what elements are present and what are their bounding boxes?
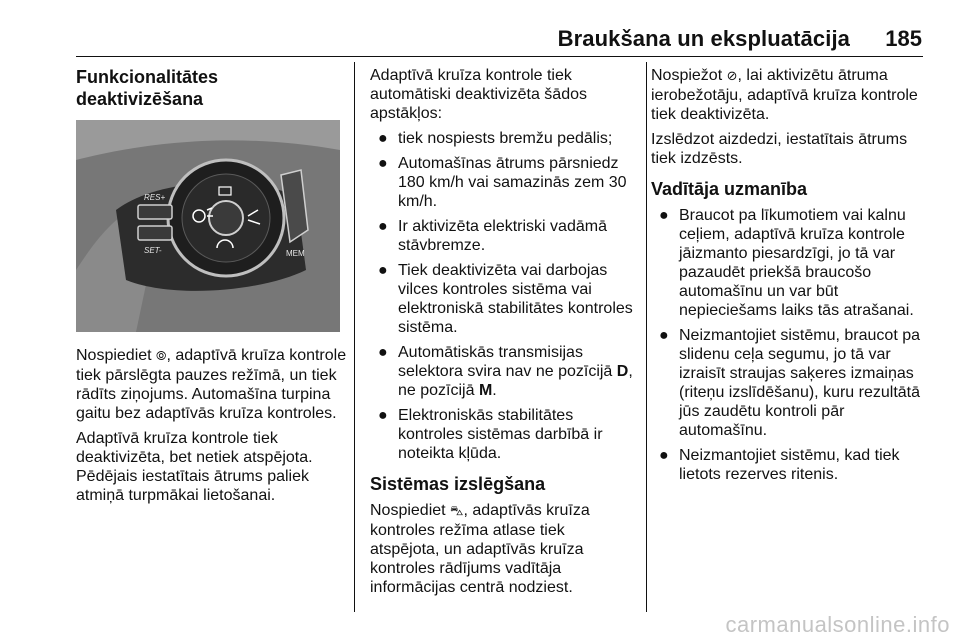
page-number: 185: [885, 26, 922, 51]
list-item: ● Elektroniskās stabilitātes kontroles sistēmas darbībā ir noteikta kļūda.: [378, 407, 603, 462]
header-rule: [76, 56, 923, 57]
column-3: [651, 62, 928, 490]
list-item: ● Ir aktivizēta elektriski vadāmā stāvbremze.: [378, 218, 607, 254]
mem-label: MEM: [286, 249, 305, 258]
driver-attention-list: [651, 206, 928, 484]
watermark-text: carmanualsonline.info: [725, 612, 950, 637]
list-item: ● Automašīnas ātrums pārsniedz 180 km/h vai samazinās zem 30 km/h.: [378, 155, 627, 210]
auto-deactivation-list: [370, 129, 636, 463]
cruise-speedometer-icon: ⊘: [726, 69, 738, 84]
section-heading-shutdown: Sistēmas izslēgšana: [370, 474, 546, 494]
page-header: [0, 0, 960, 62]
section-heading-driver-attention: Vadītāja uzmanība: [651, 179, 808, 199]
steering-wheel-controls-illustration: [76, 120, 340, 332]
column-divider: [354, 62, 355, 612]
column-divider: [646, 62, 647, 612]
list-item: ● Neizmantojiet sistēmu, kad tiek lietots rezerves ritenis.: [659, 447, 900, 483]
column-1: [76, 62, 348, 511]
list-item: ● Tiek deaktivizēta vai darbojas vilces kontroles sistēma vai elektroniskā stabilitātes kontroles sistēma.: [378, 262, 633, 336]
list-item: ● Neizmantojiet sistēmu, braucot pa slidenu ceļa segumu, jo tā var izraisīt straujas saķeres izmaiņas (riteņu izslīdēšanu), kuru rezultātā jūs zaudētu kontroli pār automašīnu.: [659, 327, 920, 439]
paragraph-shutdown: Nospiediet ⛍, adaptīvās kruīza kontroles režīma atlase tiek atspējota, un adaptīvās kruīza kontroles rādījums vadītāja informācijas centrā nodziest.: [370, 502, 590, 596]
list-item: ● tiek nospiests bremžu pedālis;: [378, 130, 613, 147]
page-header-title: Braukšana un ekspluatācija: [557, 26, 850, 51]
list-item: ● Automātiskās transmisijas selektora svira nav ne pozīcijā D, ne pozīcijā M.: [378, 344, 633, 399]
res-label: RES+: [144, 193, 166, 202]
list-item: ● Braucot pa līkumotiem vai kalnu ceļiem, adaptīvā kruīza kontrole jāizmanto piesardzīgi, jo tā var pazaudēt priekšā braucošo automašīnu un var būt nepieciešams laiks tās atrašanai.: [659, 207, 914, 319]
paragraph-memory: Adaptīvā kruīza kontrole tiek deaktivizēta, bet netiek atspējota. Pēdējais iestatītais ātrums paliek atmiņā turpmākai lietošanai.: [76, 430, 313, 504]
paragraph-auto-deactivation: Adaptīvā kruīza kontrole tiek automātiski deaktivizēta šādos apstākļos:: [370, 67, 587, 122]
section-heading-deactivation: Funkcionalitātes deaktivizēšana: [76, 67, 219, 109]
adaptive-cruise-icon: ⦾: [156, 349, 167, 364]
paragraph-speed-limiter: Nospiežot ⊘, lai aktivizētu ātruma ierobežotāju, adaptīvā kruīza kontrole tiek deaktivizēta.: [651, 67, 918, 123]
lane-car-icon: ⛍: [450, 504, 464, 519]
column-2: [370, 62, 636, 603]
paragraph-pause: Nospiediet ⦾, adaptīvā kruīza kontrole tiek pārslēgta pauzes režīmā, un tiek rādīts ziņojums. Automašīna turpina gaitu bez adaptīvās kruīza kontroles.: [76, 347, 347, 422]
paragraph-ignition: Izslēdzot aizdedzi, iestatītais ātrums tiek izdzēsts.: [651, 131, 908, 167]
set-label: SET-: [144, 246, 162, 255]
